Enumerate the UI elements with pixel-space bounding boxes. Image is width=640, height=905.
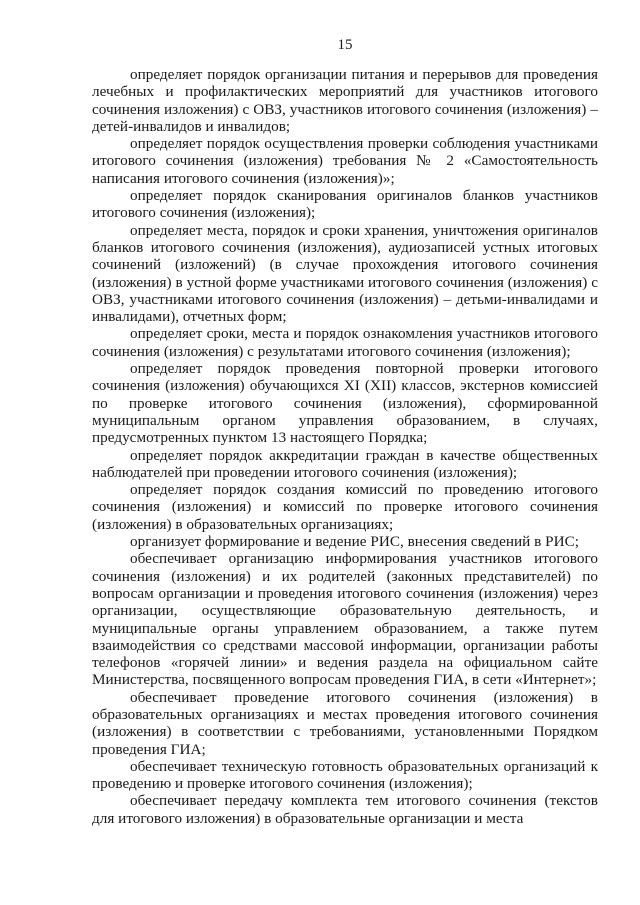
paragraph: определяет порядок сканирования оригиналов бланков участников итогового сочинения (изложения); bbox=[92, 187, 598, 222]
paragraph: обеспечивает организацию информирования участников итогового сочинения (изложения) и их родителей (законных представителей) по вопросам организации и проведения итогового сочинения (изложения) через организации, осуществляющие образовательную деятельность, и муниципальные органы управлением образованием, а также путем взаимодействия со средствами массовой информации, организации работы телефонов «горячей линии» и ведения раздела на официальном сайте Министерства, посвященного вопросам проведения ГИА, в сети «Интернет»; bbox=[92, 550, 598, 689]
paragraph: определяет сроки, места и порядок ознакомления участников итогового сочинения (изложения) с результатами итогового сочинения (изложения); bbox=[92, 325, 598, 360]
paragraph: определяет порядок осуществления проверки соблюдения участниками итогового сочинения (изложения) требования № 2 «Самостоятельность написания итогового сочинения (изложения)»; bbox=[92, 135, 598, 187]
paragraph: организует формирование и ведение РИС, внесения сведений в РИС; bbox=[130, 533, 579, 551]
paragraph: обеспечивает проведение итогового сочинения (изложения) в образовательных организациях и местах проведения итогового сочинения (изложения) в соответствии с требованиями, установленными Порядком проведения ГИА; bbox=[92, 688, 598, 758]
page-number: 15 bbox=[337, 37, 353, 53]
paragraph: определяет порядок аккредитации граждан в качестве общественных наблюдателей при проведении итогового сочинения (изложения); bbox=[92, 446, 598, 481]
paragraph: определяет порядок создания комиссий по проведению итогового сочинения (изложения) и комиссий по проверке итогового сочинения (изложения) в образовательных организациях; bbox=[92, 481, 598, 533]
paragraph: обеспечивает техническую готовность образовательных организаций к проведению и проверке итогового сочинения (изложения); bbox=[92, 757, 598, 793]
paragraph: определяет порядок проведения повторной проверки итогового сочинения (изложения) обучающихся XI (XII) классов, экстернов комиссией по проверке итогового сочинения (изложения), сформированной муниципальным органом управления образованием, в случаях, предусмотренных пунктом 13 настоящего Порядка; bbox=[92, 360, 598, 447]
paragraph: определяет порядок организации питания и перерывов для проведения лечебных и профилактических мероприятий для участников итогового сочинения изложения) с ОВЗ, участников итогового сочинения (изложения) – детей-инвалидов и инвалидов; bbox=[92, 66, 598, 135]
paragraph: определяет места, порядок и сроки хранения, уничтожения оригиналов бланков итогового сочинения (изложения), аудиозаписей устных итоговых сочинений (изложений) (в случае прохождения итогового сочинения (изложения) в устной форме участниками итогового сочинения (изложения) с ОВЗ, участниками итогового сочинения (изложения) – детьми-инвалидами и инвалидами), отчетных форм; bbox=[92, 221, 598, 326]
document-body bbox=[92, 66, 598, 827]
paragraph: обеспечивает передачу комплекта тем итогового сочинения (текстов для итогового изложения) в образовательные организации и места bbox=[92, 792, 598, 827]
